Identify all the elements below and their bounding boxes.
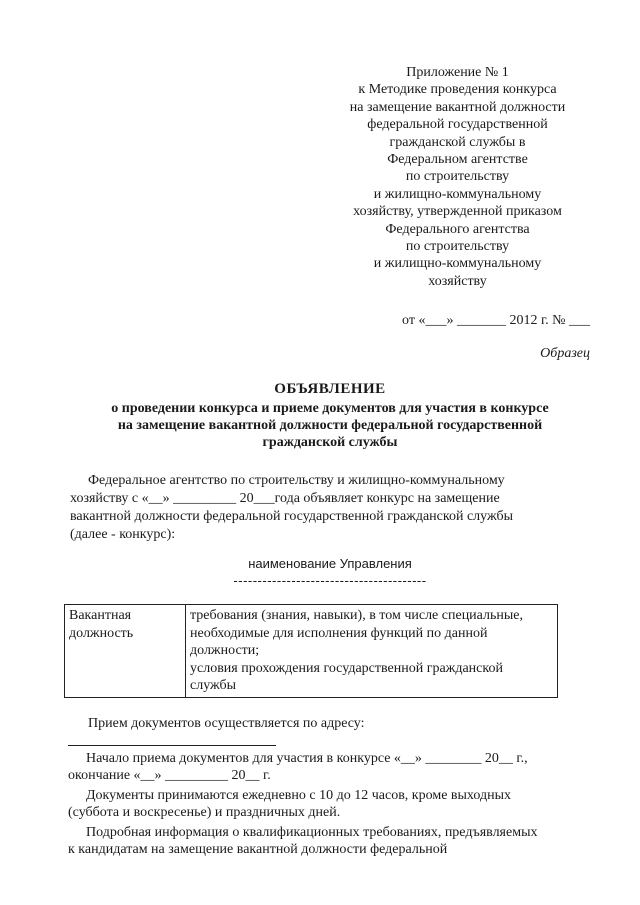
paragraph-line: (суббота и воскресенье) и праздничных дней. bbox=[68, 805, 341, 821]
cell-line: должности; bbox=[190, 643, 260, 658]
intro-paragraph bbox=[70, 472, 513, 544]
appendix-line: федеральной государственной bbox=[367, 117, 548, 133]
appendix-line: хозяйству, утвержденной приказом bbox=[353, 204, 562, 220]
intro-line: вакантной должности федеральной государственной гражданской службы bbox=[70, 509, 513, 524]
cell-line: Вакантная bbox=[69, 608, 132, 623]
appendix-line: и жилищно-коммунальному bbox=[373, 186, 542, 202]
appendix-line: по строительству bbox=[405, 169, 510, 185]
appendix-line: хозяйству bbox=[428, 273, 487, 289]
paragraph-line: окончание «__» _________ 20__ г. bbox=[68, 768, 271, 784]
intro-line: Федеральное агентство по строительству и жилищно-коммунальному bbox=[88, 473, 505, 488]
divider bbox=[68, 745, 276, 746]
cell-line: условия прохождения государственной гражданской bbox=[190, 660, 503, 676]
sample-label: Образец bbox=[540, 346, 590, 361]
start-period-paragraph bbox=[68, 750, 588, 785]
cell-line: службы bbox=[190, 678, 237, 693]
order-date-line: от «___» _______ 2012 г. № ___ bbox=[402, 313, 590, 328]
paragraph-line: Документы принимаются ежедневно с 10 до 12 часов, кроме выходных bbox=[86, 788, 512, 803]
cell-line: требования (знания, навыки), в том числе специальные, bbox=[190, 608, 523, 623]
appendix-line: на замещение вакантной должности bbox=[349, 99, 566, 115]
hours-paragraph bbox=[68, 787, 588, 822]
title-line: гражданской службы bbox=[262, 435, 398, 450]
appendix-header bbox=[330, 64, 585, 290]
department-block bbox=[230, 554, 430, 588]
cell-line: должность bbox=[69, 625, 134, 641]
intro-line: хозяйству с «__» _________ 20___года объявляет конкурс на замещение bbox=[70, 491, 500, 506]
appendix-line: к Методике проведения конкурса bbox=[358, 82, 557, 98]
appendix-line: и жилищно-коммунальному bbox=[373, 256, 542, 272]
paragraph-line: Начало приема документов для участия в конкурсе «__» ________ 20__ г., bbox=[86, 751, 528, 766]
appendix-line: Федерального агентства bbox=[385, 221, 530, 237]
acceptance-address: Прием документов осуществляется по адресу: bbox=[88, 716, 365, 731]
details-paragraph bbox=[68, 824, 588, 859]
requirements-cell bbox=[186, 605, 558, 698]
title-line: на замещение вакантной должности федеральной государственной bbox=[117, 418, 543, 433]
requirements-table bbox=[64, 604, 558, 698]
page-title: ОБЪЯВЛЕНИЕ bbox=[274, 381, 386, 397]
appendix-line: по строительству bbox=[405, 239, 510, 255]
vacancy-cell bbox=[65, 605, 186, 698]
appendix-line: Федеральном агентстве bbox=[387, 152, 528, 168]
announcement-title bbox=[60, 381, 600, 451]
appendix-line: гражданской службы в bbox=[389, 134, 526, 150]
table-row bbox=[65, 605, 558, 698]
department-dashes: ---------------------------------------- bbox=[233, 573, 427, 588]
title-line: о проведении конкурса и приеме документов для участия в конкурсе bbox=[111, 401, 549, 416]
cell-line: необходимые для исполнения функций по данной bbox=[190, 625, 488, 641]
appendix-line: Приложение № 1 bbox=[406, 65, 509, 80]
intro-line: (далее - конкурс): bbox=[70, 527, 176, 542]
department-label: наименование Управления bbox=[248, 556, 412, 571]
paragraph-line: Подробная информация о квалификационных требованиях, предъявляемых bbox=[86, 825, 538, 840]
paragraph-line: к кандидатам на замещение вакантной должности федеральной bbox=[68, 842, 448, 858]
